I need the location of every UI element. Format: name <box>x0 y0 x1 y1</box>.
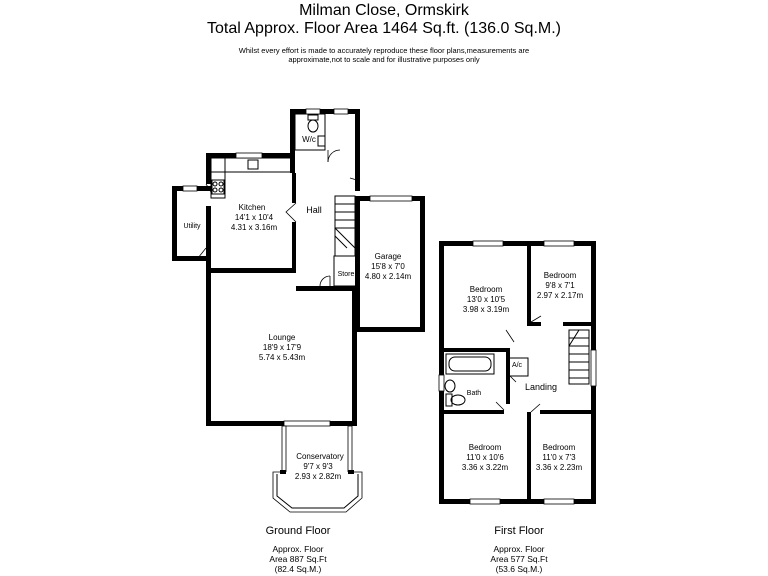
first-floor-area-line-2: Area 577 Sq.Ft <box>490 554 548 564</box>
bedroom1-imperial: 13'0 x 10'5 <box>466 295 506 304</box>
hall-label: Hall <box>306 205 322 215</box>
sink-icon <box>248 160 258 169</box>
lounge-metric: 5.74 x 5.43m <box>258 353 306 362</box>
bedroom1-name: Bedroom <box>469 285 503 294</box>
first-floor-area-line-1: Approx. Floor <box>493 544 545 554</box>
first-floor-title: First Floor <box>494 525 544 537</box>
utility-label: Utility <box>183 223 201 230</box>
first-floor-area <box>459 544 579 574</box>
bedroom1-label <box>463 285 510 314</box>
bedroom2-metric: 2.97 x 2.17m <box>536 291 584 300</box>
bedroom1-metric: 3.98 x 3.19m <box>462 305 510 314</box>
lounge-label <box>259 333 306 362</box>
stairs-first <box>569 330 589 384</box>
bath-label: Bath <box>466 390 482 397</box>
garage-label <box>365 252 412 281</box>
ground-floor-area-line-2: Area 887 Sq.Ft <box>269 554 327 564</box>
garage-name: Garage <box>374 252 402 261</box>
kitchen-metric: 4.31 x 3.16m <box>230 223 278 232</box>
bedroom3-imperial: 11'0 x 10'6 <box>466 453 504 462</box>
kitchen-label <box>231 203 278 232</box>
kitchen-imperial: 14'1 x 10'4 <box>234 213 274 222</box>
basin-icon <box>445 380 455 392</box>
disclaimer-line-2: approximate,not to scale and for illustrative purposes only <box>288 55 480 64</box>
conservatory-metric: 2.93 x 2.82m <box>294 472 342 481</box>
wc-label: W/c <box>302 135 316 144</box>
conservatory-imperial: 9'7 x 9'3 <box>303 462 333 471</box>
basin-icon <box>318 136 325 146</box>
bedroom3-name: Bedroom <box>468 443 502 452</box>
bedroom2-imperial: 9'8 x 7'1 <box>545 281 575 290</box>
ground-floor-area <box>238 544 358 574</box>
conservatory-name: Conservatory <box>296 452 344 461</box>
bedroom3-label <box>462 443 509 472</box>
garage-metric: 4.80 x 2.14m <box>364 272 412 281</box>
bedroom4-name: Bedroom <box>542 443 576 452</box>
bedroom4-imperial: 11'0 x 7'3 <box>542 453 576 462</box>
lounge-imperial: 18'9 x 17'9 <box>262 343 302 352</box>
ground-floor-title: Ground Floor <box>265 525 331 537</box>
total-floor-area: Total Approx. Floor Area 1464 Sq.ft. (136.0 Sq.M.) <box>207 20 561 37</box>
garage-imperial: 15'8 x 7'0 <box>371 262 405 271</box>
bedroom3-metric: 3.36 x 3.22m <box>461 463 509 472</box>
toilet-icon <box>308 115 318 132</box>
ground-floor-area-line-3: (82.4 Sq.M.) <box>274 564 322 574</box>
kitchen-name: Kitchen <box>238 203 266 212</box>
bedroom2-label <box>537 271 584 300</box>
landing-label: Landing <box>524 382 558 392</box>
store-label: Store <box>337 271 355 278</box>
lounge-name: Lounge <box>268 333 296 342</box>
bedroom2-name: Bedroom <box>543 271 577 280</box>
disclaimer-line-1: Whilst every effort is made to accurately reproduce these floor plans,measurements are <box>238 46 530 55</box>
bedroom4-label <box>536 443 583 472</box>
stairs-ground <box>335 196 355 256</box>
page-title: Milman Close, Ormskirk <box>299 2 469 19</box>
ground-floor-area-line-1: Approx. Floor <box>272 544 324 554</box>
conservatory-label <box>295 452 344 481</box>
ac-label: A/c <box>511 362 523 369</box>
bedroom4-metric: 3.36 x 2.23m <box>535 463 583 472</box>
toilet-icon <box>446 394 465 406</box>
bathtub-icon <box>446 354 494 374</box>
first-floor-area-line-3: (53.6 Sq.M.) <box>495 564 543 574</box>
hob-icon <box>212 180 224 194</box>
